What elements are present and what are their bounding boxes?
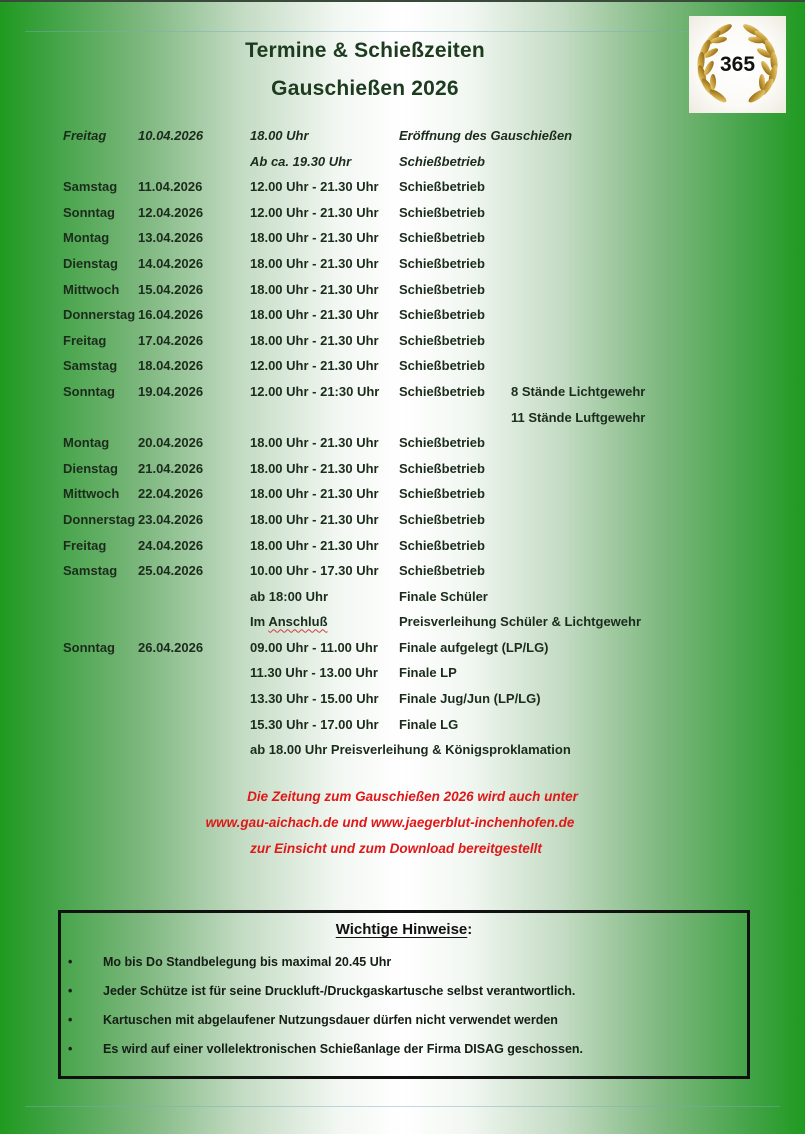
schedule-day: Samstag — [63, 563, 118, 579]
schedule-row — [63, 664, 743, 690]
schedule-time: 12.00 Uhr - 21.30 Uhr — [250, 179, 379, 195]
schedule-row — [63, 511, 743, 537]
schedule-day: Freitag — [63, 128, 107, 143]
schedule-row — [63, 357, 743, 383]
schedule-description: Eröffnung des Gauschießen — [399, 128, 573, 143]
schedule-date: 19.04.2026 — [138, 383, 204, 399]
notice-line-3: zur Einsicht und zum Download bereitgestellt — [250, 841, 542, 856]
schedule-row — [63, 127, 743, 153]
schedule-description: Schießbetrieb — [399, 332, 485, 348]
schedule-row — [63, 460, 743, 486]
bullet-icon: • — [68, 1042, 73, 1056]
important-note-text: Kartuschen mit abgelaufener Nutzungsdauer dürfen nicht verwendet werden — [103, 1013, 558, 1027]
header-rule — [25, 31, 780, 32]
schedule-day: Donnerstag — [63, 307, 136, 323]
schedule-time: 18.00 Uhr — [250, 128, 309, 143]
important-note-item — [61, 982, 747, 1011]
footer-rule — [25, 1106, 780, 1107]
schedule-time: 18.00 Uhr - 21.30 Uhr — [250, 281, 379, 297]
bullet-icon: • — [68, 955, 73, 969]
schedule-row — [63, 716, 743, 742]
schedule-note: 11 Stände Luftgewehr — [511, 409, 646, 425]
schedule-date: 21.04.2026 — [138, 460, 204, 476]
schedule-day: Mittwoch — [63, 281, 120, 297]
schedule-time: Ab ca. 19.30 Uhr — [250, 153, 352, 169]
important-notes-title — [61, 921, 747, 938]
schedule-time: 18.00 Uhr - 21.30 Uhr — [250, 486, 379, 502]
schedule-date: 20.04.2026 — [138, 435, 204, 451]
schedule-date: 13.04.2026 — [138, 230, 204, 246]
schedule-description: Schießbetrieb — [399, 307, 485, 323]
important-note-item — [61, 1040, 747, 1069]
important-note-text: Mo bis Do Standbelegung bis maximal 20.45 Uhr — [103, 955, 392, 969]
schedule-time: 18.00 Uhr - 21.30 Uhr — [250, 332, 379, 348]
schedule-row — [63, 178, 743, 204]
important-note-item — [61, 1011, 747, 1040]
schedule-note: 8 Stände Lichtgewehr — [511, 383, 646, 399]
schedule-date: 18.04.2026 — [138, 358, 204, 374]
schedule-time: 12.00 Uhr - 21.30 Uhr — [250, 358, 379, 374]
schedule-time: Im Anschluß — [250, 614, 328, 630]
schedule-description: Schießbetrieb — [399, 255, 485, 271]
schedule-day: Freitag — [63, 332, 107, 348]
schedule-description: Schießbetrieb — [399, 281, 485, 297]
schedule-row — [63, 332, 743, 358]
schedule-time: 15.30 Uhr - 17.00 Uhr — [250, 716, 379, 732]
schedule-description: Schießbetrieb — [399, 460, 485, 476]
newspaper-notice — [0, 787, 780, 865]
schedule-time: 12.00 Uhr - 21.30 Uhr — [250, 204, 379, 220]
schedule-time: 18.00 Uhr - 21.30 Uhr — [250, 307, 379, 323]
schedule-day: Samstag — [63, 179, 118, 195]
schedule-time: 18.00 Uhr - 21.30 Uhr — [250, 255, 379, 271]
important-note-item — [61, 953, 747, 982]
notice-line-1: Die Zeitung zum Gauschießen 2026 wird auch unter — [247, 789, 578, 804]
schedule-description: Schießbetrieb — [399, 383, 485, 399]
schedule-description: Schießbetrieb — [399, 486, 485, 502]
schedule-description: Finale LG — [399, 716, 459, 732]
schedule-date: 16.04.2026 — [138, 307, 204, 323]
important-notes-list — [61, 953, 747, 1069]
top-border-strip — [0, 0, 805, 2]
schedule-day: Sonntag — [63, 383, 115, 399]
schedule-time: ab 18.00 Uhr Preisverleihung & Königsproklamation — [250, 742, 571, 758]
schedule-day: Freitag — [63, 537, 107, 553]
important-notes-box — [58, 910, 750, 1079]
important-notes-heading: Wichtige Hinweise — [335, 921, 468, 938]
schedule-row — [63, 204, 743, 230]
schedule-description: Preisverleihung Schüler & Lichtgewehr — [399, 614, 642, 630]
schedule-row — [63, 741, 743, 767]
schedule-time: 18.00 Uhr - 21.30 Uhr — [250, 460, 379, 476]
schedule-day: Sonntag — [63, 204, 115, 220]
schedule-time: 12.00 Uhr - 21:30 Uhr — [250, 383, 380, 399]
schedule-time: ab 18:00 Uhr — [250, 588, 329, 604]
schedule-row — [63, 281, 743, 307]
schedule-description: Schießbetrieb — [399, 511, 485, 527]
bullet-icon: • — [68, 984, 73, 998]
schedule-date: 12.04.2026 — [138, 204, 204, 220]
schedule-description: Finale Schüler — [399, 588, 488, 604]
schedule-description: Schießbetrieb — [399, 435, 485, 451]
schedule-date: 26.04.2026 — [138, 639, 204, 655]
schedule-row — [63, 690, 743, 716]
schedule-row — [63, 255, 743, 281]
schedule-date: 11.04.2026 — [138, 179, 203, 195]
schedule-day: Dienstag — [63, 255, 118, 271]
schedule-row — [63, 485, 743, 511]
schedule-day: Montag — [63, 435, 110, 451]
schedule-row — [63, 383, 743, 409]
schedule-day: Samstag — [63, 358, 118, 374]
schedule-description: Schießbetrieb — [399, 563, 485, 579]
notice-line-2-links[interactable]: www.gau-aichach.de und www.jaegerblut-inchenhofen.de — [205, 815, 575, 830]
schedule-description: Finale LP — [399, 665, 457, 681]
schedule-time: 18.00 Uhr - 21.30 Uhr — [250, 511, 379, 527]
important-note-text: Es wird auf einer vollelektronischen Schießanlage der Firma DISAG geschossen. — [103, 1042, 584, 1056]
schedule-time: 18.00 Uhr - 21.30 Uhr — [250, 230, 379, 246]
schedule-description: Finale Jug/Jun (LP/LG) — [399, 691, 541, 707]
schedule-day: Donnerstag — [63, 511, 136, 527]
schedule-row — [63, 153, 743, 179]
schedule-description: Schießbetrieb — [399, 204, 485, 220]
schedule-row — [63, 229, 743, 255]
schedule-date: 15.04.2026 — [138, 281, 204, 297]
schedule-description: Schießbetrieb — [399, 230, 485, 246]
schedule-time: 18.00 Uhr - 21.30 Uhr — [250, 435, 379, 451]
schedule-date: 10.04.2026 — [138, 128, 204, 143]
schedule-row — [63, 639, 743, 665]
page-subtitle: Gauschießen 2026 — [271, 77, 459, 100]
schedule-date: 23.04.2026 — [138, 511, 204, 527]
schedule-description: Schießbetrieb — [399, 358, 485, 374]
schedule-row — [63, 434, 743, 460]
schedule-row — [63, 588, 743, 614]
schedule-row — [63, 613, 743, 639]
schedule-time: 18.00 Uhr - 21.30 Uhr — [250, 537, 379, 553]
schedule-date: 14.04.2026 — [138, 255, 204, 271]
schedule-row — [63, 562, 743, 588]
schedule-table — [63, 127, 743, 767]
schedule-time: 11.30 Uhr - 13.00 Uhr — [250, 665, 378, 681]
schedule-date: 17.04.2026 — [138, 332, 204, 348]
schedule-description: Finale aufgelegt (LP/LG) — [399, 639, 549, 655]
schedule-time: 10.00 Uhr - 17.30 Uhr — [250, 563, 379, 579]
schedule-date: 25.04.2026 — [138, 563, 204, 579]
schedule-row — [63, 409, 743, 435]
bullet-icon: • — [68, 1013, 73, 1027]
schedule-date: 22.04.2026 — [138, 486, 204, 502]
schedule-row — [63, 537, 743, 563]
schedule-description: Schießbetrieb — [399, 153, 485, 169]
page-title: Termine & Schießzeiten — [245, 39, 485, 62]
schedule-day: Montag — [63, 230, 110, 246]
schedule-time: 13.30 Uhr - 15.00 Uhr — [250, 691, 379, 707]
schedule-date: 24.04.2026 — [138, 537, 204, 553]
anniversary-logo — [689, 16, 786, 113]
schedule-day: Sonntag — [63, 639, 115, 655]
schedule-day: Mittwoch — [63, 486, 120, 502]
important-note-text: Jeder Schütze ist für seine Druckluft-/Druckgaskartusche selbst verantwortlich. — [103, 984, 576, 998]
logo-number: 365 — [719, 52, 756, 76]
schedule-row — [63, 306, 743, 332]
schedule-day: Dienstag — [63, 460, 118, 476]
schedule-description: Schießbetrieb — [399, 179, 485, 195]
spellcheck-underline: Anschluß — [268, 614, 328, 630]
schedule-time: 09.00 Uhr - 11.00 Uhr — [250, 639, 378, 655]
heading-colon: : — [467, 921, 473, 938]
schedule-description: Schießbetrieb — [399, 537, 485, 553]
